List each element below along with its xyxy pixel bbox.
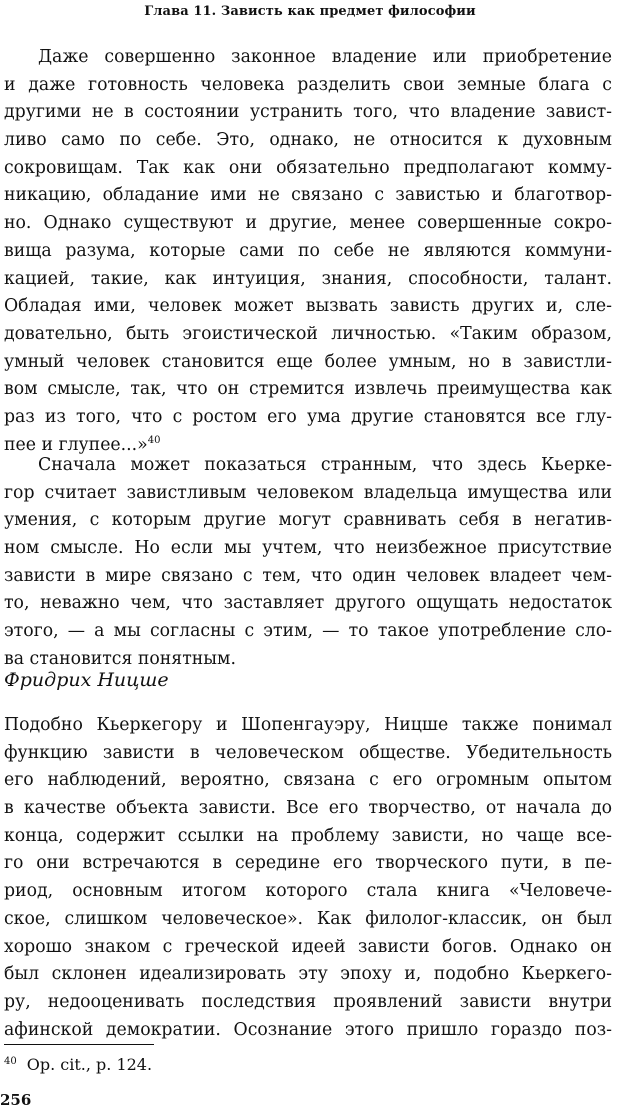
text-line-content: конца, содержит ссылки на проблему зависти, но чаще все- <box>4 825 612 846</box>
paragraph-3 <box>4 712 612 1044</box>
text-line-content: другими не в состоянии устранить того, что владение завист- <box>4 102 612 123</box>
paragraph-1 <box>4 44 612 459</box>
text-line-content: вом смысле, так, что он стремится извлечь преимущества как <box>4 379 612 400</box>
text-line-content: риод, основным итогом которого стала книга «Человече- <box>4 881 612 902</box>
text-line <box>4 72 612 100</box>
text-line-content: никацию, обладание ими не связано с завистью и благотвор- <box>4 185 612 206</box>
text-line-content: ское, слишком человеческое». Как филолог-классик, он был <box>4 908 612 929</box>
text-line-content: Сначала может показаться странным, что здесь Кьерке- <box>38 455 612 475</box>
text-line-content: вища разума, которые сами по себе не являются коммуни- <box>4 240 612 261</box>
text-line-content: раз из того, что с ростом его ума другие становятся все глу- <box>4 406 612 427</box>
text-line-content: был склонен идеализировать эту эпоху и, подобно Кьеркего- <box>4 964 612 985</box>
text-line <box>4 989 612 1017</box>
text-line-content: но. Однако существуют и другие, менее совершенные сокро- <box>4 213 612 234</box>
text-line-content: хорошо знаком с греческой идеей зависти богов. Однако он <box>4 936 612 957</box>
text-line <box>4 452 612 480</box>
text-line-content: Обладая ими, человек может вызвать зависть других и, сле- <box>4 296 612 317</box>
text-line <box>4 238 612 266</box>
text-line <box>4 321 612 349</box>
text-line <box>4 155 612 183</box>
section-title: Фридрих Ницше <box>4 669 169 691</box>
text-line <box>4 563 612 591</box>
text-line-content: довательно, быть эгоистической личностью. «Таким образом, <box>4 323 612 344</box>
text-line-content: го они встречаются в середине его творческого пути, в пе- <box>4 853 612 874</box>
text-line <box>4 293 612 321</box>
running-header: Глава 11. Зависть как предмет философии <box>144 4 476 19</box>
text-line-content: Даже совершенно законное владение или приобретение <box>38 47 612 67</box>
text-line-content: этого, — а мы согласны с этим, — то такое употребление сло- <box>4 621 612 642</box>
page-number: 256 <box>0 1091 32 1109</box>
text-line <box>4 795 612 823</box>
text-line <box>4 850 612 878</box>
text-line-content: Подобно Кьеркегору и Шопенгауэру, Ницше также понимал <box>4 715 612 735</box>
text-line <box>4 934 612 962</box>
text-line <box>4 99 612 127</box>
text-line-content: ру, недооценивать последствия проявлений зависти внутри <box>4 991 612 1012</box>
text-line <box>4 823 612 851</box>
text-line <box>4 590 612 618</box>
text-line-content: ном смысле. Но если мы учтем, что неизбежное присутствие <box>4 538 612 559</box>
text-line-content: в качестве объекта зависти. Все его творчество, от начала до <box>4 798 612 819</box>
footnote-text: Op. cit., p. 124. <box>26 1055 153 1074</box>
text-line <box>4 266 612 294</box>
text-line-content: гор считает завистливым человеком владельца имущества или <box>4 482 612 503</box>
text-line <box>4 404 612 432</box>
text-line-content: функцию зависти в человеческом обществе. Убедительность <box>4 742 612 763</box>
footnote-rule <box>4 1044 154 1045</box>
text-line <box>4 767 612 795</box>
text-line <box>4 961 612 989</box>
text-line <box>4 44 612 72</box>
text-line <box>4 740 612 768</box>
footnote-reference: 40 <box>147 434 161 446</box>
text-line <box>4 182 612 210</box>
text-line-content: умный человек становится еще более умным, но в завистли- <box>4 351 612 372</box>
text-line-content: пее и глупее...» <box>4 434 148 455</box>
text-line <box>4 376 612 404</box>
text-line <box>4 878 612 906</box>
text-line-content: его наблюдений, вероятно, связана с его огромным опытом <box>4 770 612 791</box>
text-line-content: ливо само по себе. Это, однако, не относится к духовным <box>4 130 612 151</box>
text-line-content: зависти в мире связано с тем, что один человек владеет чем- <box>4 565 612 586</box>
text-line-content: ва становится понятным. <box>4 648 236 669</box>
text-line <box>4 480 612 508</box>
text-line <box>4 618 612 646</box>
footnote-number: 40 <box>4 1056 17 1067</box>
text-line <box>4 535 612 563</box>
text-line <box>4 127 612 155</box>
paragraph-2 <box>4 452 612 674</box>
text-line <box>4 906 612 934</box>
text-line <box>4 349 612 377</box>
text-line-content: афинской демократии. Осознание этого пришло гораздо поз- <box>4 1019 612 1040</box>
footnote <box>4 1051 152 1076</box>
text-line <box>4 1017 612 1045</box>
text-line <box>4 210 612 238</box>
text-line <box>4 507 612 535</box>
text-line-content: сокровищам. Так как они обязательно предполагают комму- <box>4 157 612 178</box>
text-line-content: то, неважно чем, что заставляет другого ощущать недостаток <box>4 593 612 614</box>
text-line-content: кацией, такие, как интуиция, знания, способности, талант. <box>4 268 612 289</box>
text-line-content: и даже готовность человека разделить свои земные блага с <box>4 74 612 95</box>
text-line <box>4 712 612 740</box>
text-line-content: умения, с которым другие могут сравнивать себя в негатив- <box>4 510 612 531</box>
